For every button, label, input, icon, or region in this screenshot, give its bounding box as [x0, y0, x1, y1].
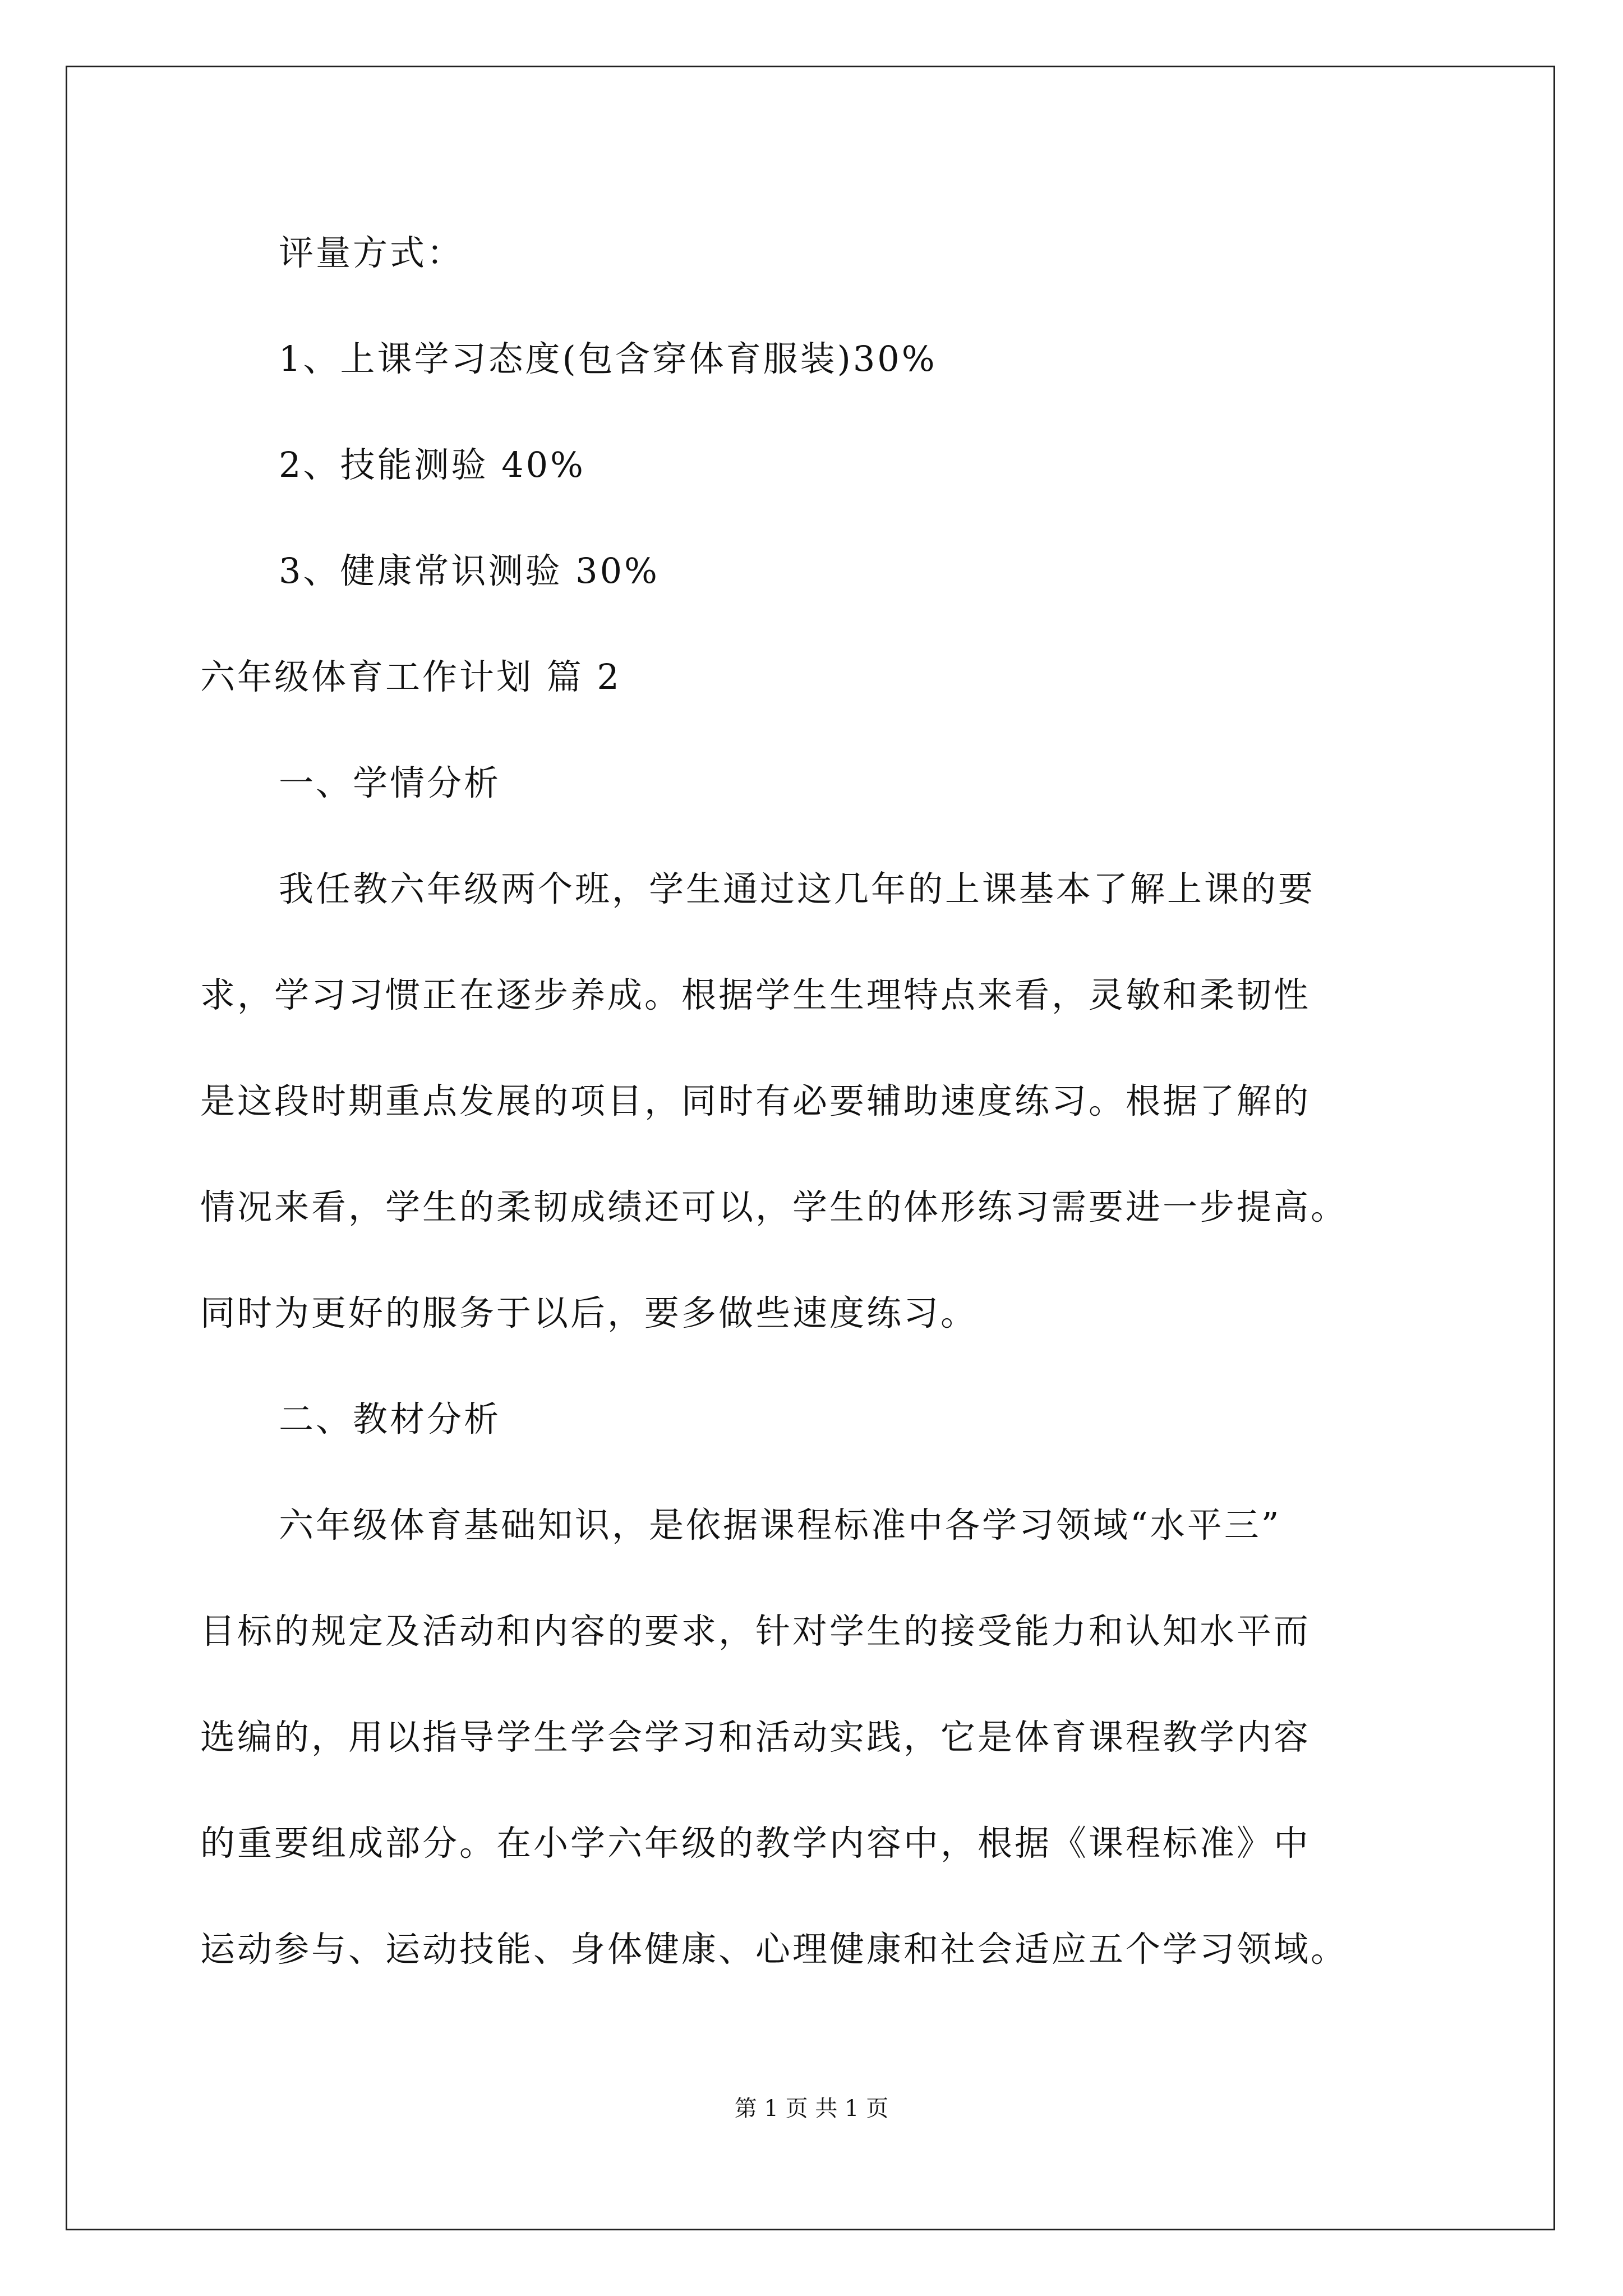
- heading-material-analysis: 二、教材分析: [279, 1398, 501, 1439]
- paragraph-line: 运动参与、运动技能、身体健康、心理健康和社会适应五个学习领域。: [200, 1929, 1348, 1970]
- paragraph-line: 选编的，用以指导学生学会学习和活动实践，它是体育课程教学内容: [200, 1717, 1311, 1757]
- assessment-item-3: 3、健康常识测验 30%: [279, 550, 660, 591]
- page-border: [66, 66, 1555, 2230]
- assessment-heading: 评量方式：: [279, 232, 464, 273]
- section-title: 六年级体育工作计划 篇 2: [200, 656, 621, 697]
- paragraph-line: 同时为更好的服务于以后，要多做些速度练习。: [200, 1292, 978, 1333]
- paragraph-line: 目标的规定及活动和内容的要求，针对学生的接受能力和认知水平而: [200, 1611, 1311, 1651]
- assessment-item-2: 2、技能测验 40%: [279, 444, 585, 485]
- paragraph-line: 是这段时期重点发展的项目，同时有必要辅助速度练习。根据了解的: [200, 1080, 1311, 1121]
- paragraph-line: 求，学习习惯正在逐步养成。根据学生生理特点来看，灵敏和柔韧性: [200, 974, 1311, 1015]
- paragraph-line: 情况来看，学生的柔韧成绩还可以，学生的体形练习需要进一步提高。: [200, 1186, 1348, 1227]
- paragraph-line: 的重要组成部分。在小学六年级的教学内容中，根据《课程标准》中: [200, 1823, 1311, 1864]
- paragraph-line: 六年级体育基础知识，是依据课程标准中各学习领域“水平三”: [279, 1504, 1281, 1545]
- paragraph-line: 我任教六年级两个班，学生通过这几年的上课基本了解上课的要: [279, 868, 1316, 909]
- assessment-item-1: 1、上课学习态度(包含穿体育服装)30%: [279, 338, 937, 379]
- heading-student-analysis: 一、学情分析: [279, 762, 501, 803]
- page-footer: 第 1 页 共 1 页: [734, 2096, 889, 2122]
